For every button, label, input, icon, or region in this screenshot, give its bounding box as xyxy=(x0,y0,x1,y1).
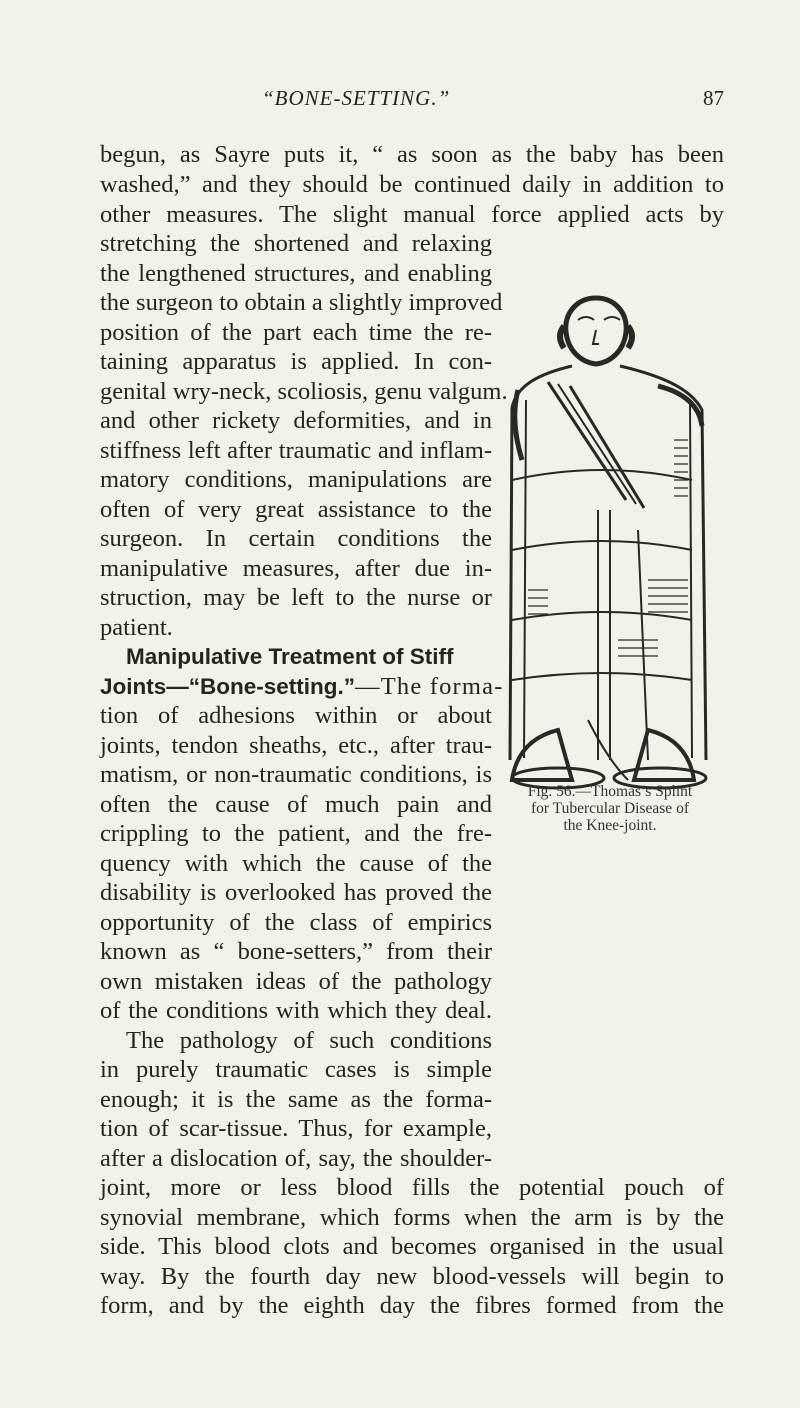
heading-bold: Joints—“Bone-setting.” xyxy=(100,674,356,699)
heading-rest: —The forma- xyxy=(355,673,504,700)
text-line: manipulative measures, after due in- xyxy=(100,555,492,582)
text-line: washed,” and they should be continued daily in addition to xyxy=(100,171,724,198)
section-heading xyxy=(126,642,454,672)
text-line: side. This blood clots and becomes organised in the usual xyxy=(100,1233,724,1260)
text-line: struction, may be left to the nurse or xyxy=(100,584,492,611)
text-line: the lengthened structures, and enabling xyxy=(100,260,492,287)
text-line: tion of adhesions within or about xyxy=(100,702,492,729)
text-line: joints, tendon sheaths, etc., after trau- xyxy=(100,732,492,759)
text-line: after a dislocation of, say, the shoulder- xyxy=(100,1145,492,1172)
text-line: synovial membrane, which forms when the arm is by the xyxy=(100,1204,724,1231)
text-line: and other rickety deformities, and in xyxy=(100,407,492,434)
text-line: in purely traumatic cases is simple xyxy=(100,1056,492,1083)
splint-illustration-icon xyxy=(498,290,726,790)
text-line: surgeon. In certain conditions the xyxy=(100,525,492,552)
text-line: disability is overlooked has proved the xyxy=(100,879,492,906)
text-line: begun, as Sayre puts it, “ as soon as the baby has been xyxy=(100,141,724,168)
caption-line: Fig. 56.—Thomas’s Splint xyxy=(527,783,693,800)
caption-line: for Tubercular Disease of xyxy=(531,800,689,817)
text-line: quency with which the cause of the xyxy=(100,850,492,877)
running-title: “BONE-SETTING.” xyxy=(262,86,451,110)
text-line: opportunity of the class of empirics xyxy=(100,909,492,936)
text-line: crippling to the patient, and the fre- xyxy=(100,820,492,847)
text-line: known as “ bone-setters,” from their xyxy=(100,938,492,965)
figure-caption xyxy=(500,783,720,834)
running-head xyxy=(0,86,800,116)
text-line: own mistaken ideas of the pathology xyxy=(100,968,492,995)
text-line: form, and by the eighth day the fibres formed from the xyxy=(100,1292,724,1319)
text-line: joint, more or less blood fills the potential pouch of xyxy=(100,1174,724,1201)
text-line: often the cause of much pain and xyxy=(100,791,492,818)
text-line: tion of scar-tissue. Thus, for example, xyxy=(100,1115,492,1142)
text-line: The pathology of such conditions xyxy=(126,1027,492,1054)
heading-line xyxy=(100,672,504,702)
text-line: matism, or non-traumatic conditions, is xyxy=(100,761,492,788)
text-line: other measures. The slight manual force applied acts by xyxy=(100,201,724,228)
text-line: taining apparatus is applied. In con- xyxy=(100,348,492,375)
text-line: position of the part each time the re- xyxy=(100,319,492,346)
text-line: way. By the fourth day new blood-vessels will begin to xyxy=(100,1263,724,1290)
heading-bold: Manipulative Treatment of Stiff xyxy=(126,644,454,669)
caption-line: the Knee-joint. xyxy=(563,817,657,834)
text-line: genital wry-neck, scoliosis, genu valgum. xyxy=(100,378,508,405)
text-line: the surgeon to obtain a slightly improved xyxy=(100,289,503,316)
text-line: stiffness left after traumatic and inflam- xyxy=(100,437,492,464)
page-number: 87 xyxy=(703,86,724,110)
text-line: enough; it is the same as the forma- xyxy=(100,1086,492,1113)
text-line: often of very great assistance to the xyxy=(100,496,492,523)
text-line: of the conditions with which they deal. xyxy=(100,997,492,1024)
text-line: stretching the shortened and relaxing xyxy=(100,230,492,257)
text-line: patient. xyxy=(100,614,173,641)
text-line: matory conditions, manipulations are xyxy=(100,466,492,493)
